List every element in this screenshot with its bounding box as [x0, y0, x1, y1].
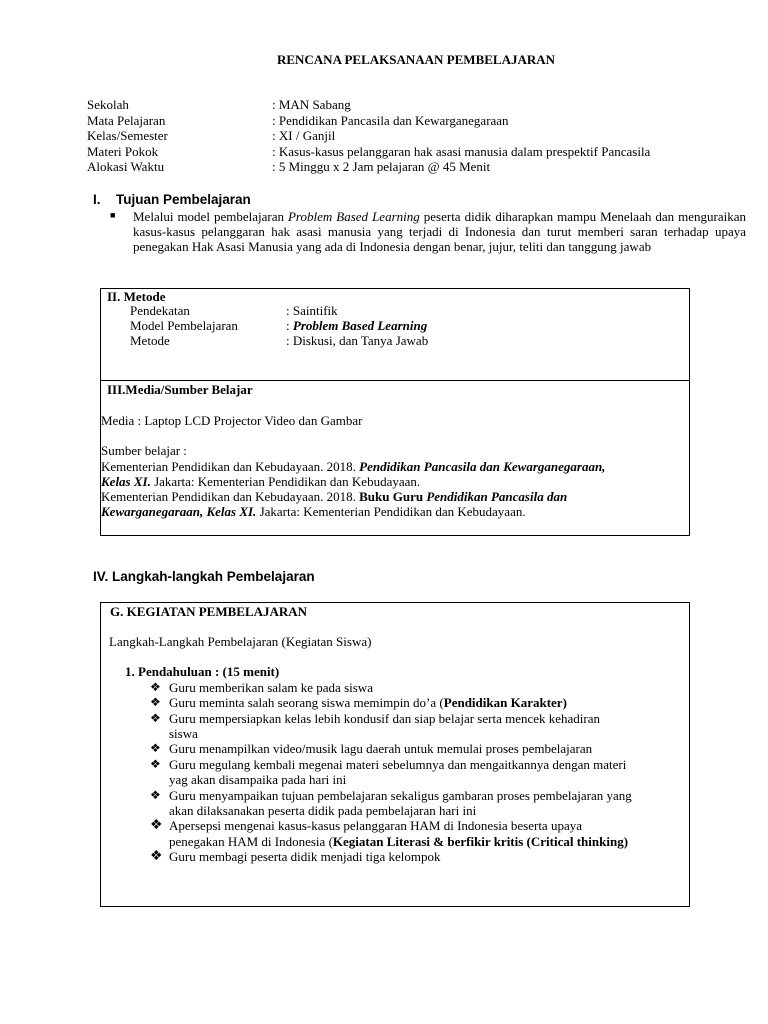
list-item-text: penegakan HAM di Indonesia (	[169, 834, 333, 849]
ref-title: Kewarganegaraan, Kelas XI.	[101, 504, 257, 519]
metode-label: Metode	[130, 333, 170, 348]
diamond-bullet-icon: ❖	[150, 849, 163, 864]
list-item-bold: Pendidikan Karakter)	[443, 695, 567, 710]
reference-2	[101, 489, 567, 504]
reference-1	[101, 459, 605, 474]
list-item-cont	[169, 834, 628, 849]
section1-heading: Tujuan Pembelajaran	[116, 192, 251, 207]
list-item-bold: Kegiatan Literasi & berfikir kritis (Critical thinking)	[332, 834, 629, 849]
ref-title: Pendidikan Pancasila dan Kewarganegaraan,	[359, 459, 606, 474]
list-item: Apersepsi mengenai kasus-kasus pelanggaran HAM di Indonesia beserta upaya	[169, 818, 582, 833]
sumber-label: Sumber belajar :	[101, 443, 187, 458]
metode-box	[100, 288, 690, 381]
identity-label: Mata Pelajaran	[87, 113, 166, 128]
metode-value	[286, 318, 427, 333]
section3-heading: III.Media/Sumber Belajar	[107, 382, 253, 397]
identity-value: : Kasus-kasus pelanggaran hak asasi manusia dalam prespektif Pancasila	[272, 144, 651, 159]
metode-value-em: Problem Based Learning	[292, 318, 428, 333]
diamond-bullet-icon: ❖	[150, 788, 161, 802]
identity-value: : XI / Ganjil	[272, 128, 336, 143]
metode-value: : Diskusi, dan Tanya Jawab	[286, 333, 429, 348]
reference-1-cont	[101, 474, 420, 489]
diamond-bullet-icon: ❖	[150, 818, 163, 833]
section1-number: I.	[93, 192, 101, 207]
media-box	[100, 380, 690, 536]
ref-text: Jakarta: Kementerian Pendidikan dan Kebudayaan.	[256, 504, 526, 519]
identity-label: Kelas/Semester	[87, 128, 168, 143]
list-item-cont: siswa	[169, 726, 198, 741]
metode-label: Pendekatan	[130, 303, 190, 318]
section1-paragraph	[133, 209, 746, 254]
ref-title: Kelas XI.	[101, 474, 151, 489]
section4-heading: IV. Langkah-langkah Pembelajaran	[93, 569, 315, 584]
list-item	[169, 695, 567, 710]
page-title: RENCANA PELAKSANAAN PEMBELAJARAN	[276, 52, 556, 67]
identity-value: : 5 Minggu x 2 Jam pelajaran @ 45 Menit	[272, 159, 491, 174]
ref-title: Pendidikan Pancasila dan	[426, 489, 568, 504]
section1-text-rest: peserta didik diharapkan mampu Menelaah dan menguraikan kasus-kasus pelanggaran hak asasi manusia yang terjadi di Indonesia dan turut memberi saran terhadap upaya penegakan Hak Asasi Manusia yang ada di Indonesia dengan benar, jujur, teliti dan tanggung jawab	[133, 209, 746, 254]
list-item: Guru menyampaikan tujuan pembelajaran sekaligus gambaran proses pembelajaran yang	[169, 788, 632, 803]
metode-label: Model Pembelajaran	[130, 318, 238, 333]
metode-value: : Saintifik	[286, 303, 338, 318]
list-item: Guru mempersiapkan kelas lebih kondusif dan siap belajar serta mencek kehadiran	[169, 711, 601, 726]
ref-text: Kementerian Pendidikan dan Kebudayaan. 2018.	[101, 459, 360, 474]
identity-value: : MAN Sabang	[272, 97, 351, 112]
ref-bold: Buku Guru	[359, 489, 427, 504]
list-item: Guru megulang kembali megenai materi sebelumnya dan mengaitkannya dengan materi	[169, 757, 627, 772]
list-item-cont: yag akan disampaika pada hari ini	[169, 772, 347, 787]
ref-text: Jakarta: Kementerian Pendidikan dan Kebudayaan.	[150, 474, 421, 489]
kegiatan-subtitle: Langkah-Langkah Pembelajaran (Kegiatan Siswa)	[109, 634, 372, 649]
identity-label: Sekolah	[87, 97, 129, 112]
diamond-bullet-icon: ❖	[150, 741, 161, 755]
diamond-bullet-icon: ❖	[150, 680, 161, 694]
reference-2-cont	[101, 504, 526, 519]
kegiatan-box	[100, 602, 690, 907]
list-item: Guru membagi peserta didik menjadi tiga kelompok	[169, 849, 441, 864]
section1-text: Melalui model pembelajaran	[133, 209, 288, 224]
diamond-bullet-icon: ❖	[150, 695, 161, 709]
identity-value: : Pendidikan Pancasila dan Kewarganegaraan	[272, 113, 509, 128]
list-item: Guru menampilkan video/musik lagu daerah untuk memulai proses pembelajaran	[169, 741, 593, 756]
ref-text: Kementerian Pendidikan dan Kebudayaan. 2018.	[101, 489, 360, 504]
section2-heading: II. Metode	[107, 289, 166, 304]
kegiatan-heading: G. KEGIATAN PEMBELAJARAN	[110, 604, 308, 619]
list-item-text: Guru meminta salah seorang siswa memimpin do’a (	[169, 695, 444, 710]
identity-label: Materi Pokok	[87, 144, 159, 159]
identity-label: Alokasi Waktu	[87, 159, 165, 174]
section1-model-name: Problem Based Learning	[287, 209, 420, 224]
metode-value-prefix: :	[286, 318, 293, 333]
square-bullet-icon: ■	[110, 210, 116, 220]
step-heading: 1. Pendahuluan : (15 menit)	[125, 664, 280, 679]
diamond-bullet-icon: ❖	[150, 757, 161, 771]
list-item: Guru memberikan salam ke pada siswa	[169, 680, 373, 695]
list-item-cont: akan dilaksanakan peserta didik pada pembelajaran hari ini	[169, 803, 477, 818]
media-text: Media : Laptop LCD Projector Video dan Gambar	[101, 413, 363, 428]
diamond-bullet-icon: ❖	[150, 711, 161, 725]
